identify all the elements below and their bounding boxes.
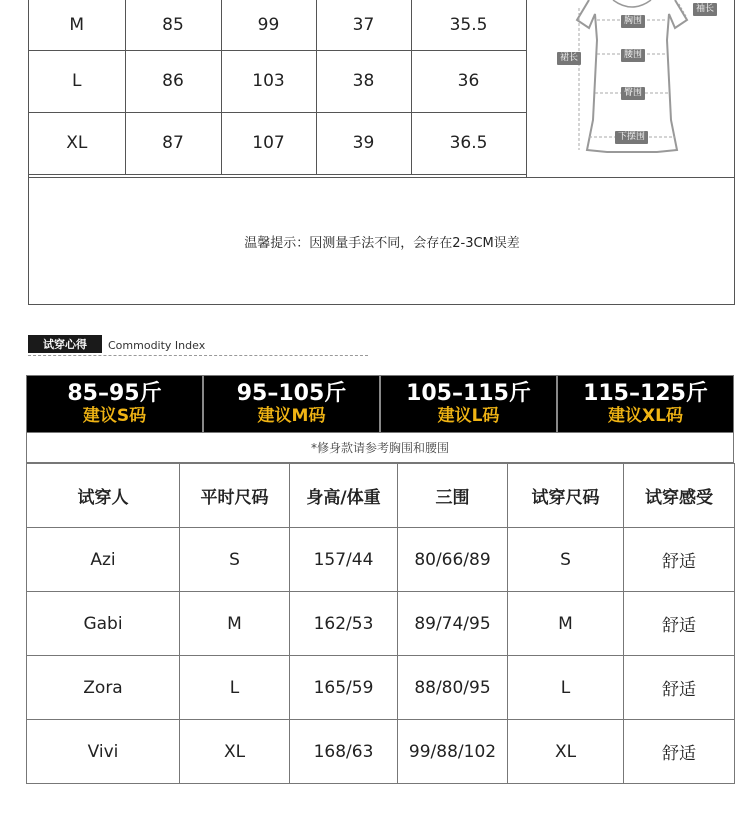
table-cell: S xyxy=(508,528,624,592)
table-cell: 舒适 xyxy=(624,656,735,720)
weight-range: 115–125斤 xyxy=(583,381,708,406)
column-header: 试穿尺码 xyxy=(508,464,624,528)
waist-label: 腰围 xyxy=(621,49,645,62)
suggested-size: 建议M码 xyxy=(257,406,326,426)
size-value-cell: 39 xyxy=(316,112,411,174)
table-cell: 99/88/102 xyxy=(398,720,508,784)
length-label: 裙长 xyxy=(557,52,581,65)
table-cell: M xyxy=(508,592,624,656)
table-cell: L xyxy=(508,656,624,720)
weight-range: 85–95斤 xyxy=(67,381,162,406)
size-value-cell: 37 xyxy=(316,0,411,50)
section-subtitle: Commodity Index xyxy=(108,339,206,352)
size-label-cell: M xyxy=(29,0,125,50)
size-value-cell: 103 xyxy=(221,50,316,112)
table-cell: Zora xyxy=(27,656,180,720)
table-cell: 舒适 xyxy=(624,528,735,592)
table-cell: 162/53 xyxy=(290,592,398,656)
size-value-cell: 36.5 xyxy=(411,112,526,174)
table-cell: 168/63 xyxy=(290,720,398,784)
table-cell: XL xyxy=(180,720,290,784)
table-cell: XL xyxy=(508,720,624,784)
tip-text: 温馨提示：因测量手法不同，会存在2-3CM误差 xyxy=(244,236,520,251)
table-cell: S xyxy=(180,528,290,592)
hem-label: 下摆围 xyxy=(615,131,648,144)
section-badge: 试穿心得 xyxy=(28,335,102,353)
banner-segment xyxy=(381,376,558,432)
measurement-tip xyxy=(29,177,735,305)
table-cell: 舒适 xyxy=(624,592,735,656)
size-row xyxy=(29,50,526,112)
size-value-cell: 87 xyxy=(125,112,221,174)
table-cell: 165/59 xyxy=(290,656,398,720)
table-cell: M xyxy=(180,592,290,656)
section-divider xyxy=(28,355,368,356)
weight-size-banner xyxy=(26,375,734,433)
size-value-cell: 36 xyxy=(411,50,526,112)
table-cell: Azi xyxy=(27,528,180,592)
table-cell: Gabi xyxy=(27,592,180,656)
size-value-cell: 85 xyxy=(125,0,221,50)
table-row xyxy=(27,656,735,720)
column-header: 试穿人 xyxy=(27,464,180,528)
table-cell: 89/74/95 xyxy=(398,592,508,656)
size-row xyxy=(29,112,526,174)
weight-range: 95–105斤 xyxy=(236,381,347,406)
banner-segment xyxy=(27,376,204,432)
table-cell: 80/66/89 xyxy=(398,528,508,592)
chest-label: 胸围 xyxy=(621,15,645,28)
table-row xyxy=(27,720,735,784)
hip-label: 臀围 xyxy=(621,87,645,100)
suggested-size: 建议S码 xyxy=(82,406,147,426)
column-header: 三围 xyxy=(398,464,508,528)
sleeve-label: 袖长 xyxy=(693,3,717,16)
table-cell: 157/44 xyxy=(290,528,398,592)
column-header: 平时尺码 xyxy=(180,464,290,528)
banner-segment xyxy=(558,376,733,432)
suggested-size: 建议XL码 xyxy=(608,406,683,426)
size-value-cell: 107 xyxy=(221,112,316,174)
table-row xyxy=(27,592,735,656)
size-row xyxy=(29,0,526,50)
size-label-cell: XL xyxy=(29,112,125,174)
size-value-cell: 99 xyxy=(221,0,316,50)
table-cell: Vivi xyxy=(27,720,180,784)
size-table xyxy=(29,0,527,175)
size-value-cell: 86 xyxy=(125,50,221,112)
column-header: 试穿感受 xyxy=(624,464,735,528)
table-cell: 舒适 xyxy=(624,720,735,784)
column-header: 身高/体重 xyxy=(290,464,398,528)
tryon-table xyxy=(26,463,735,784)
size-label-cell: L xyxy=(29,50,125,112)
table-cell: 88/80/95 xyxy=(398,656,508,720)
weight-range: 105–115斤 xyxy=(406,381,531,406)
dress-measurement-diagram xyxy=(526,0,736,177)
table-cell: L xyxy=(180,656,290,720)
fit-note: *修身款请参考胸围和腰围 xyxy=(26,433,734,463)
section-header xyxy=(28,335,368,357)
table-row xyxy=(27,528,735,592)
size-value-cell: 38 xyxy=(316,50,411,112)
banner-segment xyxy=(204,376,381,432)
size-value-cell: 35.5 xyxy=(411,0,526,50)
suggested-size: 建议L码 xyxy=(437,406,500,426)
size-chart xyxy=(28,0,735,305)
